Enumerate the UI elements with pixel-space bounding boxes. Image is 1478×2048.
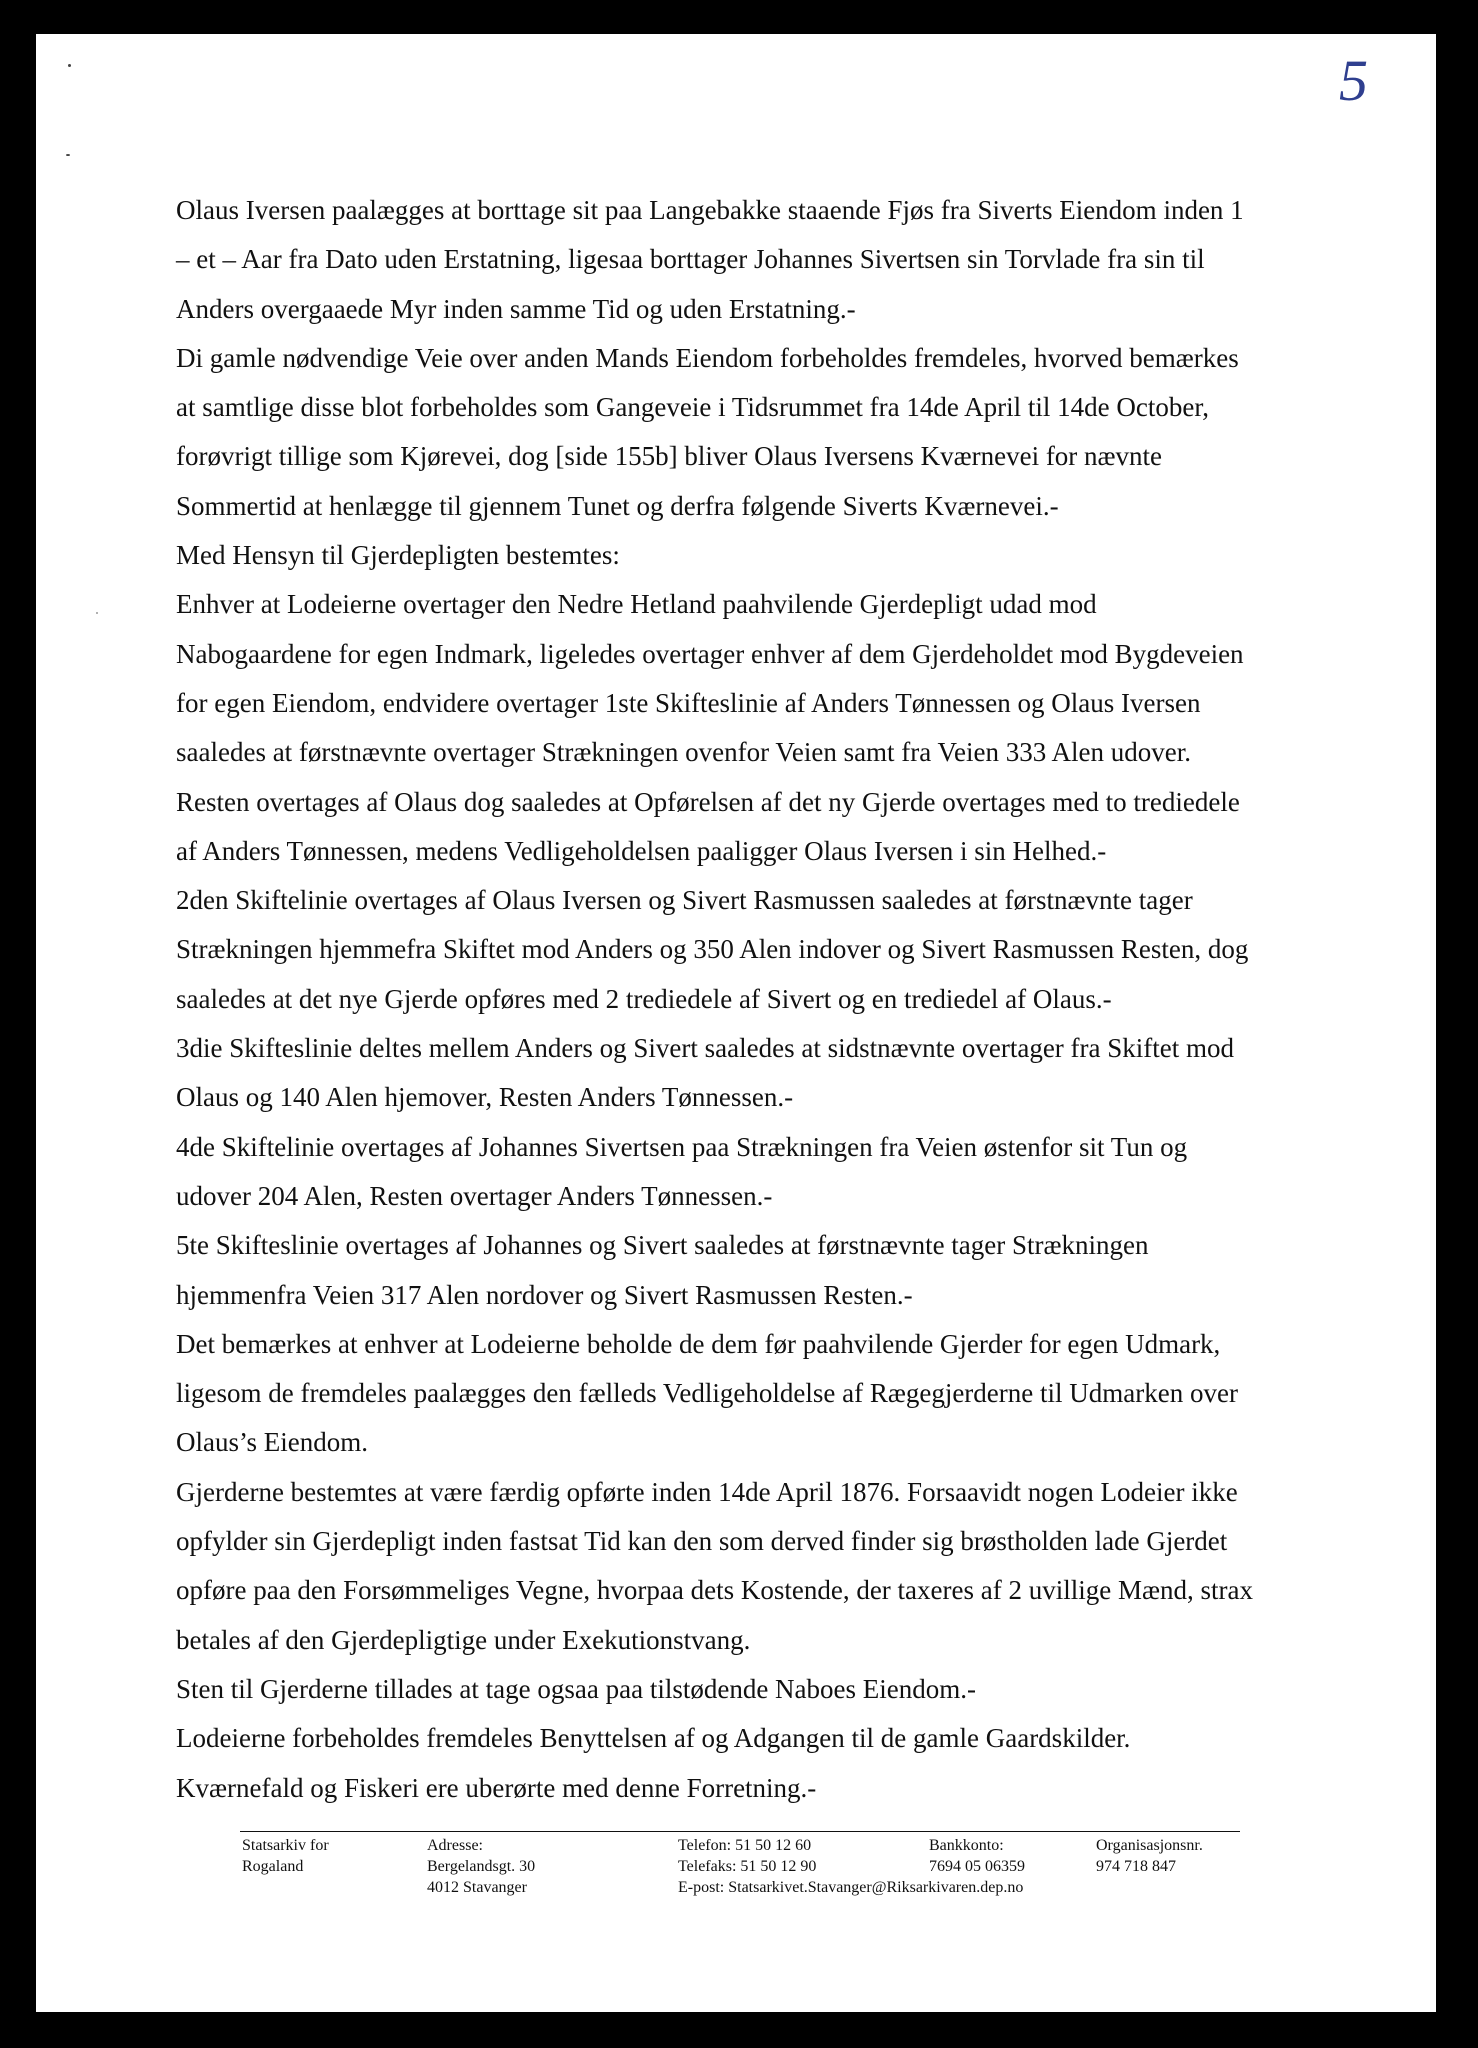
body-line: af Anders Tønnessen, medens Vedligeholdelsen paaligger Olaus Iversen i sin Helhed.- [176,835,1107,866]
body-line: Olaus’s Eiendom. [176,1427,368,1458]
body-line: 3die Skifteslinie deltes mellem Anders og Sivert saaledes at sidstnævnte overtager fra Skiftet mod [176,1033,1235,1064]
body-line: Lodeierne forbeholdes fremdeles Benyttelsen af og Adgangen til de gamle Gaardskilder. [176,1723,1131,1754]
footer-rule [240,1831,1240,1832]
footer-address-line: Bergelandsgt. 30 [427,1858,536,1875]
handwritten-page-number: 5 [1339,48,1368,113]
footer-org-number [1096,1835,1203,1877]
body-line: Olaus Iversen paalægges at borttage sit paa Langebakke staaende Fjøs fra Siverts Eiendom inden 1 [176,195,1244,225]
body-line: Med Hensyn til Gjerdepligten bestemtes: [176,540,620,571]
footer-org-line: Rogaland [242,1858,304,1875]
body-line: ligesom de fremdeles paalægges den fælleds Vedligeholdelse af Rægegjerderne til Udmarken over [176,1378,1238,1409]
body-line: opfylder sin Gjerdepligt inden fastsat Tid kan den som derved finder sig brøstholden lade Gjerdet [176,1526,1228,1557]
footer-phone: Telefon: 51 50 12 60 [678,1837,812,1854]
footer-address-line: 4012 Stavanger [427,1879,527,1896]
document-page [36,34,1436,2012]
body-line: Anders overgaaede Myr inden samme Tid og uden Erstatning.- [176,293,856,324]
footer-address [427,1835,535,1898]
body-line: saaledes at førstnævnte overtager Strækningen ovenfor Veien samt fra Veien 333 Alen udover. [176,737,1191,768]
body-line: Enhver at Lodeierne overtager den Nedre Hetland paahvilende Gjerdepligt udad mod [176,589,1097,620]
document-body [176,186,1346,1813]
footer-organization [242,1835,329,1877]
body-line: Sten til Gjerderne tillades at tage ogsaa paa tilstødende Naboes Eiendom.- [176,1673,976,1704]
body-line: at samtlige disse blot forbeholdes som Gangeveie i Tidsrummet fra 14de April til 14de October, [176,392,1209,423]
body-line: for egen Eiendom, endvidere overtager 1ste Skifteslinie af Anders Tønnessen og Olaus Iversen [176,687,1201,718]
body-line: Sommertid at henlægge til gjennem Tunet og derfra følgende Siverts Kværnevei.- [176,490,1059,521]
body-line: Kværnefald og Fiskeri ere uberørte med denne Forretning.- [176,1772,817,1803]
body-line: Di gamle nødvendige Veie over anden Mands Eiendom forbeholdes fremdeles, hvorved bemærkes [176,342,1239,373]
footer-orgno-label: Organisasjonsnr. [1096,1837,1203,1854]
body-line: betales af den Gjerdepligtige under Exekutionstvang. [176,1624,751,1655]
footer-orgno-value: 974 718 847 [1096,1858,1176,1875]
footer-bank-account: 7694 05 06359 [929,1858,1025,1875]
body-line: 2den Skiftelinie overtages af Olaus Iversen og Sivert Rasmussen saaledes at førstnævnte tager [176,885,1193,916]
scan-speck [66,154,70,156]
body-line: Nabogaardene for egen Indmark, ligeledes overtager enhver af dem Gjerdeholdet mod Bygdeveien [176,638,1244,669]
body-line: Gjerderne bestemtes at være færdig opførte inden 14de April 1876. Forsaavidt nogen Lodeier ikke [176,1476,1238,1507]
body-line: opføre paa den Forsømmeliges Vegne, hvorpaa dets Kostende, der taxeres af 2 uvillige Mænd, strax [176,1575,1253,1606]
footer-bank-label: Bankkonto: [929,1837,1004,1854]
scan-speck [68,64,71,67]
scan-speck [96,612,98,614]
body-line: forøvrigt tillige som Kjørevei, dog [side 155b] bliver Olaus Iversens Kværnevei for nævnte [176,441,1163,472]
footer-address-label: Adresse: [427,1837,483,1854]
body-line: saaledes at det nye Gjerde opføres med 2 trediedele af Sivert og en trediedel af Olaus.- [176,983,1112,1014]
footer-fax: Telefaks: 51 50 12 90 [678,1858,817,1875]
body-line: 4de Skiftelinie overtages af Johannes Sivertsen paa Strækningen fra Veien østenfor sit Tun og [176,1131,1188,1162]
body-line: 5te Skifteslinie overtages af Johannes og Sivert saaledes at førstnævnte tager Strækningen [176,1230,1149,1261]
body-line: Resten overtages af Olaus dog saaledes at Opførelsen af det ny Gjerde overtages med to trediedele [176,786,1240,817]
footer-bank [929,1835,1025,1877]
footer-email: E-post: Statsarkivet.Stavanger@Riksarkivaren.dep.no [678,1879,1024,1896]
body-line: – et – Aar fra Dato uden Erstatning, ligesaa borttager Johannes Sivertsen sin Torvlade fra sin til [176,244,1205,275]
body-line: hjemmenfra Veien 317 Alen nordover og Sivert Rasmussen Resten.- [176,1279,913,1310]
body-line: udover 204 Alen, Resten overtager Anders Tønnessen.- [176,1180,773,1211]
body-line: Strækningen hjemmefra Skiftet mod Anders og 350 Alen indover og Sivert Rasmussen Resten, dog [176,934,1249,965]
body-line: Olaus og 140 Alen hjemover, Resten Anders Tønnessen.- [176,1082,794,1113]
footer-org-line: Statsarkiv for [242,1837,329,1854]
body-line: Det bemærkes at enhver at Lodeierne beholde de dem før paahvilende Gjerder for egen Udmark, [176,1328,1221,1359]
